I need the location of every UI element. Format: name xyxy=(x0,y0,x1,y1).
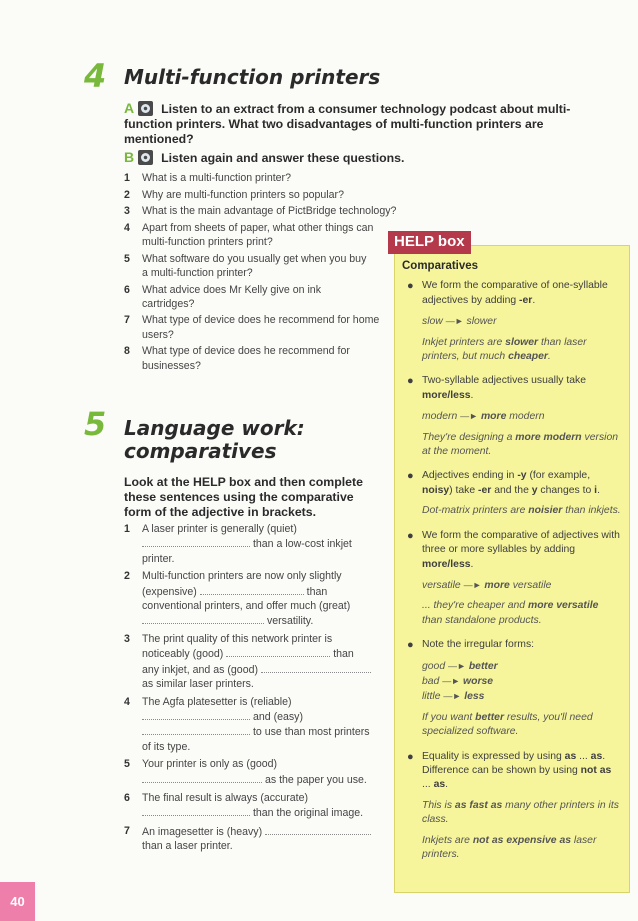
help-example: modern —► more modern xyxy=(422,411,545,423)
sentence-list xyxy=(124,522,386,857)
help-example: Inkjets are not as expensive as laser printers. xyxy=(422,834,597,860)
arrow-icon: —► xyxy=(448,660,466,671)
exercise-letter: B xyxy=(124,149,135,165)
list-item: 7 What type of device does he recommend for home users? xyxy=(124,314,380,341)
section-title: Language work: comparatives xyxy=(124,416,305,463)
help-rule: ● Adjectives ending in -y (for example, noisy) take -er and the y changes to i. xyxy=(407,470,600,496)
help-example: If you want better results, you'll need specialized software. xyxy=(422,711,593,738)
section-title: Multi-function printers xyxy=(124,65,381,89)
help-heading: Comparatives xyxy=(402,260,479,272)
arrow-icon: —► xyxy=(460,411,479,422)
list-item: 7 An imagesetter is (heavy) than a laser printer. xyxy=(124,824,386,854)
answer-blank[interactable] xyxy=(226,646,330,657)
list-item: 5 What software do you usually get when you buy a multi-function printer? xyxy=(124,252,367,279)
section-number: 5 xyxy=(84,405,107,443)
help-example: versatile —► more versatile xyxy=(422,579,552,591)
list-item: 8 What type of device does he recommend for businesses? xyxy=(124,345,350,372)
list-item: 2 Multi-function printers are now only slightly (expensive) than conventional printers, and offer much (great) versatility. xyxy=(124,570,351,628)
answer-blank[interactable] xyxy=(261,662,371,673)
help-example: bad —► worse xyxy=(422,675,494,687)
help-example: slow —► slower xyxy=(422,316,497,328)
answer-blank[interactable] xyxy=(142,709,250,720)
help-box xyxy=(394,245,630,893)
exercise-b-instruction xyxy=(124,150,574,166)
help-rule: ● Equality is expressed by using as ... as. Difference can be shown by using not as ... as. xyxy=(407,750,612,791)
help-rule: ● Two-syllable adjectives usually take more/less. xyxy=(407,375,587,401)
help-example: Dot-matrix printers are noisier than inkjets. xyxy=(422,505,621,517)
arrow-icon: —► xyxy=(445,316,464,327)
list-item: 5 Your printer is only as (good) as the paper you use. xyxy=(124,758,367,786)
audio-cd-icon xyxy=(138,101,153,116)
answer-blank[interactable] xyxy=(200,584,304,595)
page-number: 40 xyxy=(0,882,35,921)
arrow-icon: —► xyxy=(442,675,461,686)
answer-blank[interactable] xyxy=(265,824,371,835)
list-item: 3 What is the main advantage of PictBridge technology? xyxy=(124,205,397,218)
list-item: 1 A laser printer is generally (quiet) than a low-cost inkjet printer. xyxy=(124,523,352,565)
audio-cd-icon xyxy=(138,150,153,165)
help-example: ... they're cheaper and more versatile than standalone products. xyxy=(422,600,599,626)
exercise-text: Listen to an extract from a consumer technology podcast about multi-function printers. What two disadvantages of multi-function printers are mentioned? xyxy=(124,102,571,146)
help-box-tag: HELP box xyxy=(388,231,471,254)
answer-blank[interactable] xyxy=(142,724,250,735)
section-number: 4 xyxy=(84,57,107,95)
exercise-text: Listen again and answer these questions. xyxy=(161,151,405,165)
question-list xyxy=(124,171,412,375)
exercise-instruction: Look at the HELP box and then complete these sentences using the comparative form of the adjective in brackets. xyxy=(124,475,363,519)
help-rule: ● Note the irregular forms: xyxy=(407,639,535,652)
list-item: 3 The print quality of this network printer is noticeably (good) than any inkjet, and as (good) as similar laser printers. xyxy=(124,632,386,691)
help-example: good —► better xyxy=(422,660,498,672)
help-example: little —► less xyxy=(422,691,485,703)
exercise-letter: A xyxy=(124,100,135,116)
exercise-a-instruction xyxy=(124,101,574,147)
list-item: 2 Why are multi-function printers so popular? xyxy=(124,188,344,201)
list-item: 6 The final result is always (accurate) than the original image. xyxy=(124,791,364,819)
help-rule: ● We form the comparative of adjectives with three or more syllables by adding more/less. xyxy=(407,529,620,570)
help-rule: ● We form the comparative of one-syllable adjectives by adding -er. xyxy=(407,280,608,306)
answer-blank[interactable] xyxy=(142,805,250,816)
help-example: This is as fast as many other printers in its class. xyxy=(422,799,619,826)
help-example: Inkjet printers are slower than laser printers, but much cheaper. xyxy=(422,336,587,363)
list-item: 6 What advice does Mr Kelly give on ink cartridges? xyxy=(124,283,321,310)
list-item: 4 The Agfa platesetter is (reliable) and (easy) to use than most printers of its type. xyxy=(124,695,370,753)
arrow-icon: —► xyxy=(463,579,482,590)
arrow-icon: —► xyxy=(443,691,462,702)
list-item: 1 What is a multi-function printer? xyxy=(124,172,291,184)
help-example: They're designing a more modern version at the moment. xyxy=(422,431,619,458)
list-item: 4 Apart from sheets of paper, what other things can multi-function printers print? xyxy=(124,221,374,249)
answer-blank[interactable] xyxy=(142,536,250,547)
answer-blank[interactable] xyxy=(142,772,262,783)
answer-blank[interactable] xyxy=(142,613,264,624)
